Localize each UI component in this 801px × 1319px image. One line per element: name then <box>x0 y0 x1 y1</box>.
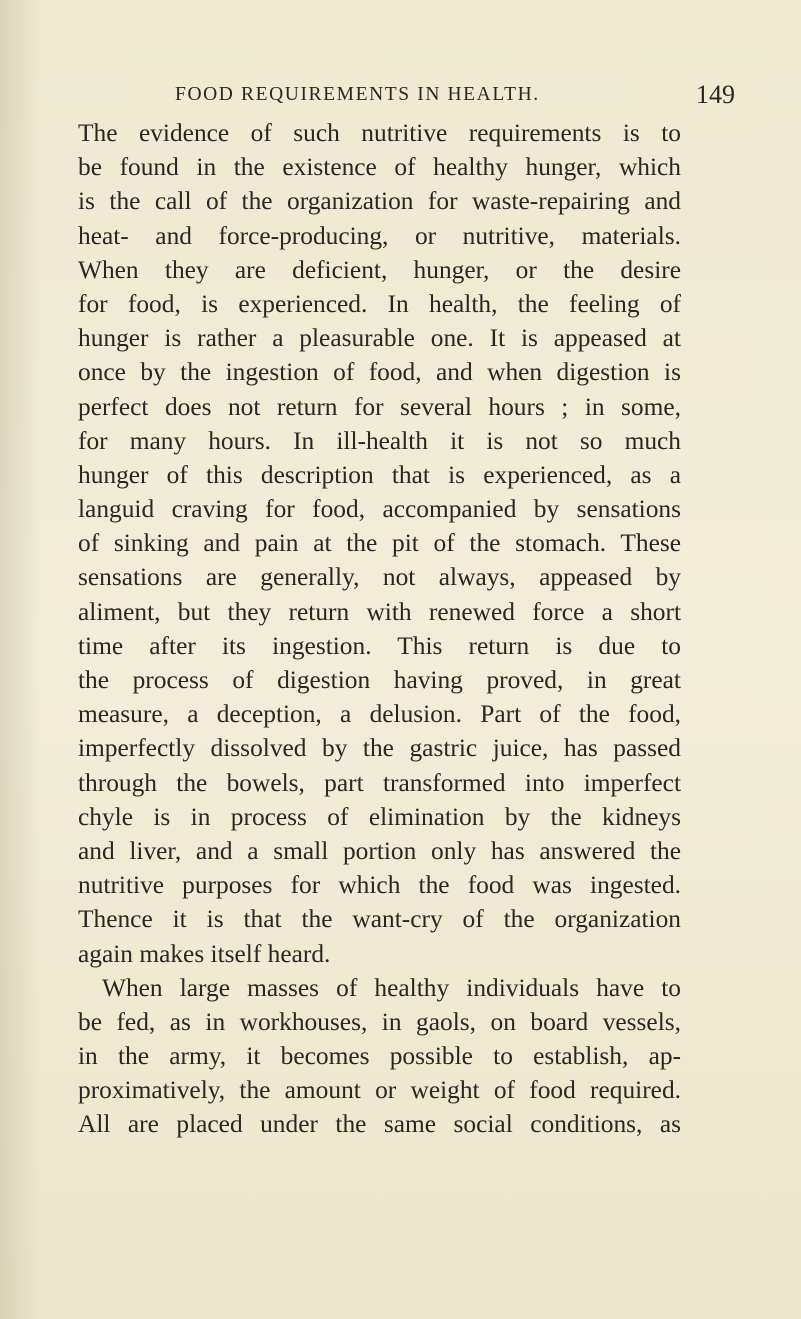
text-line: be fed, as in workhouses, in gaols, on board vessels, <box>78 1007 681 1036</box>
text-line: time after its ingestion. This return is due to <box>78 631 681 660</box>
text-line: The evidence of such nutritive requirements is to <box>78 119 681 147</box>
text-line: is the call of the organization for waste-repairing and <box>78 187 681 216</box>
text-line: for many hours. In ill-health it is not so much <box>78 426 681 455</box>
text-line: measure, a deception, a delusion. Part of the food, <box>78 700 681 729</box>
body-text <box>78 116 681 1142</box>
text-line: again makes itself heard. <box>78 939 331 968</box>
text-line: hunger is rather a pleasurable one. It is appeased at <box>78 324 681 353</box>
text-line: the process of digestion having proved, in great <box>78 666 681 694</box>
text-line: When large masses of healthy individuals have to <box>102 973 681 1002</box>
text-line: proximatively, the amount or weight of food required. <box>78 1076 681 1105</box>
text-line: once by the ingestion of food, and when digestion is <box>78 358 681 387</box>
text-line: perfect does not return for several hours ; in some, <box>78 392 681 421</box>
text-line: be found in the existence of healthy hunger, which <box>78 153 681 182</box>
text-line: through the bowels, part transformed into imperfect <box>78 768 681 797</box>
text-line: aliment, but they return with renewed force a short <box>78 597 681 626</box>
text-line: of sinking and pain at the pit of the stomach. These <box>78 529 681 558</box>
text-line: All are placed under the same social conditions, as <box>78 1110 681 1139</box>
text-line: and liver, and a small portion only has answered the <box>78 836 681 865</box>
running-head <box>175 80 735 110</box>
text-line: in the army, it becomes possible to establish, ap- <box>78 1042 681 1071</box>
text-line: Thence it is that the want-cry of the organization <box>78 905 681 934</box>
text-line: heat- and force-producing, or nutritive, materials. <box>78 221 681 250</box>
text-line: sensations are generally, not always, appeased by <box>78 563 681 592</box>
text-line: for food, is experienced. In health, the feeling of <box>78 289 681 318</box>
text-line: nutritive purposes for which the food was ingested. <box>78 871 681 900</box>
text-line: hunger of this description that is experienced, as a <box>78 460 681 489</box>
text-line: imperfectly dissolved by the gastric juice, has passed <box>78 734 681 763</box>
text-line: chyle is in process of elimination by the kidneys <box>78 802 681 831</box>
running-title: FOOD REQUIREMENTS IN HEALTH. <box>175 84 540 105</box>
text-line: languid craving for food, accompanied by sensations <box>78 495 681 524</box>
page-number: 149 <box>696 80 735 109</box>
text-line: When they are deficient, hunger, or the desire <box>78 255 681 284</box>
